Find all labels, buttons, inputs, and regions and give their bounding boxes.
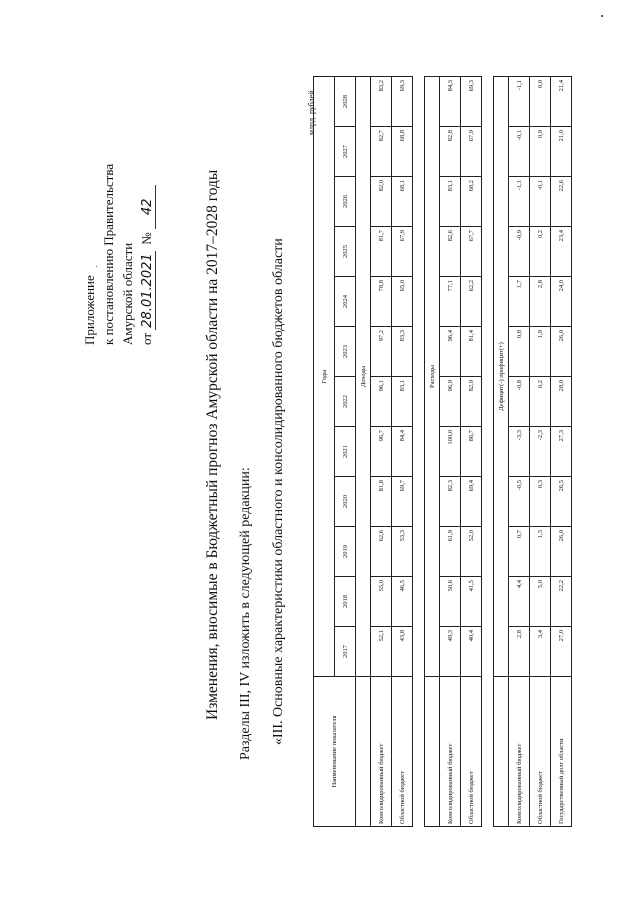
value-cell: 0,3 [530,477,551,527]
value-cell: 1,9 [530,327,551,377]
value-cell: 21,4 [551,77,572,127]
value-cell: 23,4 [551,227,572,277]
value-cell: 82,8 [440,127,461,177]
year-header: 2019 [335,527,356,577]
value-cell: -3,3 [509,427,530,477]
approval-date: 28.01.2021 [140,253,155,328]
document-title: Изменения, вносимые в Бюджетный прогноз Амурской области на 2017–2028 годы [204,169,221,720]
value-cell: 69,4 [461,477,482,527]
table-body [356,77,572,827]
approval-line: к постановлению Правительства [101,163,116,345]
table-row [392,77,413,827]
value-cell: 2,8 [509,627,530,677]
value-cell: 22,2 [551,577,572,627]
year-header: 2022 [335,377,356,427]
value-cell: 1,3 [530,527,551,577]
value-cell: 41,5 [461,577,482,627]
value-cell: 68,1 [392,177,413,227]
column-header-name: Наименование показателя [314,677,356,827]
value-cell: -2,3 [530,427,551,477]
value-cell: 82,0 [371,177,392,227]
value-cell: 46,5 [392,577,413,627]
value-cell: 82,9 [461,377,482,427]
value-cell: 96,9 [440,377,461,427]
section-label: Дефицит(-) профицит(+) [494,77,509,677]
value-cell: 82,3 [440,477,461,527]
value-cell: 83,3 [392,327,413,377]
value-cell: 69,7 [392,477,413,527]
value-cell: 52,0 [461,527,482,577]
value-cell: 83,1 [392,377,413,427]
value-cell: 84,3 [440,77,461,127]
year-header: 2020 [335,477,356,527]
value-cell: -1,1 [509,77,530,127]
value-cell: 67,7 [461,227,482,277]
value-cell: 81,4 [461,327,482,377]
value-cell: -0,1 [509,127,530,177]
value-cell: 52,1 [371,627,392,677]
section-header-row [425,77,440,827]
value-cell: 61,9 [440,527,461,577]
section-header-row [356,77,371,827]
value-cell: 28,0 [551,377,572,427]
row-name: Государственный долг области [551,677,572,827]
approval-line: Амурской области [120,242,135,345]
table-row [509,77,530,827]
year-header: 2026 [335,177,356,227]
value-cell: 50,6 [440,577,461,627]
section-label: Расходы [425,77,440,677]
table-row [461,77,482,827]
value-cell: 0,9 [530,127,551,177]
value-cell: 84,4 [392,427,413,477]
budget-table [313,76,572,827]
value-cell: 22,6 [551,177,572,227]
value-cell: 96,4 [440,327,461,377]
value-cell: 82,6 [440,227,461,277]
year-header: 2027 [335,127,356,177]
value-cell: 21,0 [551,127,572,177]
table-unit: млрд. рублей [307,90,316,135]
value-cell: -0,8 [509,377,530,427]
row-name: Консолидированный бюджет [509,677,530,827]
value-cell: 2,8 [530,277,551,327]
table-row [530,77,551,827]
value-cell: 40,4 [461,627,482,677]
value-cell: 26,0 [551,527,572,577]
year-header: 2023 [335,327,356,377]
value-cell: 3,4 [530,627,551,677]
year-header: 2025 [335,227,356,277]
row-name: Областной бюджет [392,677,413,827]
value-cell: 5,0 [530,577,551,627]
section-header-row [494,77,509,827]
section-header-blank [494,677,509,827]
value-cell: 1,7 [509,277,530,327]
value-cell: 67,9 [392,227,413,277]
value-cell: 69,3 [392,77,413,127]
value-cell: 97,2 [371,327,392,377]
value-cell: 4,4 [509,577,530,627]
value-cell: 78,8 [371,277,392,327]
value-cell: 0,2 [530,377,551,427]
spacer-cell [413,77,425,827]
value-cell: 43,8 [392,627,413,677]
value-cell: 96,7 [371,427,392,477]
value-cell: 26,5 [551,477,572,527]
from-label: от [139,332,154,345]
row-name: Консолидированный бюджет [440,677,461,827]
approval-date-line [137,85,157,345]
value-cell: 81,7 [371,227,392,277]
value-cell: -0,1 [530,177,551,227]
value-cell: 83,2 [371,77,392,127]
section-spacer [482,77,494,827]
table-row [440,77,461,827]
value-cell: -1,1 [509,177,530,227]
year-header: 2017 [335,627,356,677]
value-cell: 100,0 [440,427,461,477]
number-label: № [139,232,154,245]
value-cell: 68,2 [461,177,482,227]
section-header-blank [425,677,440,827]
year-header: 2021 [335,427,356,477]
value-cell: 77,1 [440,277,461,327]
section-label: Доходы [356,77,371,677]
value-cell: 49,3 [440,627,461,677]
value-cell: 27,3 [551,427,572,477]
value-cell: 69,3 [461,77,482,127]
value-cell: 82,7 [371,127,392,177]
value-cell: 0,2 [530,227,551,277]
section-title: «III. Основные характеристики областного и консолидированного бюджетов области [271,238,286,745]
value-cell: 0,8 [509,327,530,377]
column-header-years: Годы [314,77,335,677]
row-name: Областной бюджет [530,677,551,827]
document-subtitle: Разделы III, IV изложить в следующей редакции: [238,467,253,760]
value-cell: 62,6 [371,527,392,577]
value-cell: 0,0 [530,77,551,127]
value-cell: 67,9 [461,127,482,177]
year-header: 2018 [335,577,356,627]
value-cell: 86,7 [461,427,482,477]
value-cell: 81,8 [371,477,392,527]
spacer-cell [482,77,494,827]
value-cell: 0,7 [509,527,530,577]
value-cell: 55,0 [371,577,392,627]
approval-stamp [80,85,157,345]
row-name: Областной бюджет [461,677,482,827]
table-row [371,77,392,827]
value-cell: 62,2 [461,277,482,327]
row-name: Консолидированный бюджет [371,677,392,827]
value-cell: -0,5 [509,477,530,527]
value-cell: 27,0 [551,627,572,677]
value-cell: 68,8 [392,127,413,177]
value-cell: 65,0 [392,277,413,327]
approval-number: 42 [140,185,156,230]
value-cell: 26,0 [551,327,572,377]
section-header-blank [356,677,371,827]
value-cell: 83,1 [440,177,461,227]
approval-line: Приложение [82,275,97,345]
table-row [551,77,572,827]
section-spacer [413,77,425,827]
value-cell: 53,3 [392,527,413,577]
value-cell: 24,0 [551,277,572,327]
year-header: 2024 [335,277,356,327]
year-header: 2028 [335,77,356,127]
value-cell: -0,9 [509,227,530,277]
value-cell: 96,1 [371,377,392,427]
